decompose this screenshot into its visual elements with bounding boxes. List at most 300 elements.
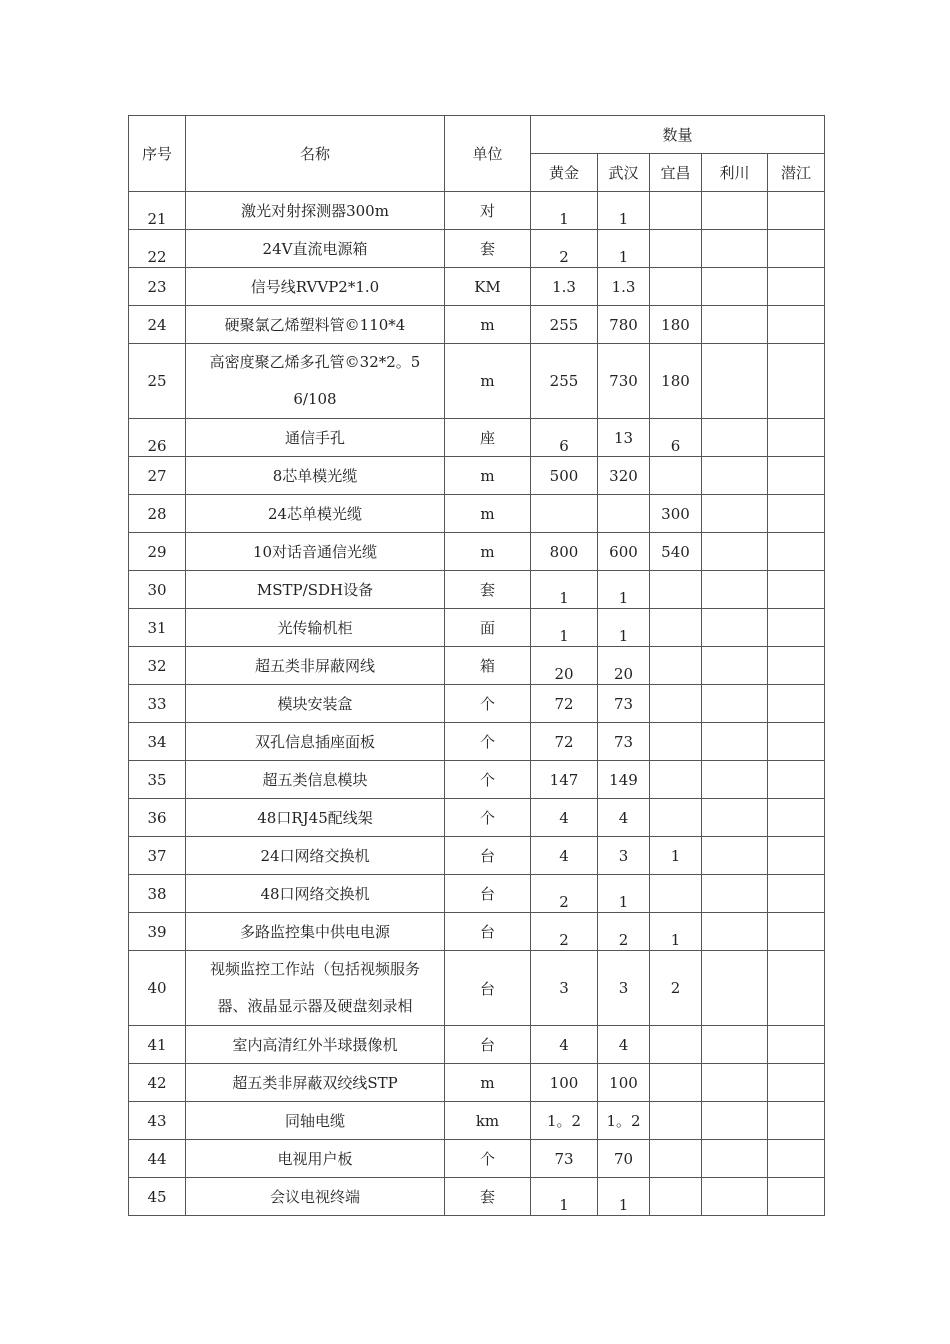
name-cell	[186, 344, 445, 419]
quantity-cell	[702, 609, 768, 647]
unit-cell	[445, 533, 531, 571]
quantity-cell	[650, 837, 702, 875]
unit-cell	[445, 799, 531, 837]
name-cell	[186, 192, 445, 230]
seq-cell-text: 36	[147, 808, 167, 827]
unit-cell	[445, 1178, 531, 1216]
quantity-cell-text: 2	[559, 930, 569, 949]
unit-cell-text: KM	[474, 277, 501, 296]
quantity-cell	[650, 1140, 702, 1178]
seq-cell-text: 35	[147, 770, 167, 789]
quantity-cell-text: 100	[549, 1073, 579, 1092]
seq-cell-text: 45	[147, 1187, 167, 1206]
unit-cell-text: 台	[479, 923, 495, 941]
quantity-cell	[702, 837, 768, 875]
seq-cell-text: 26	[147, 436, 167, 455]
seq-cell-text: 37	[147, 846, 167, 865]
quantity-cell-text: 1.3	[611, 277, 636, 296]
seq-cell-text: 40	[147, 979, 167, 997]
quantity-cell-text: 2	[670, 979, 681, 997]
quantity-cell	[768, 609, 825, 647]
quantity-cell-text: 73	[613, 732, 634, 751]
quantity-cell	[598, 1026, 650, 1064]
quantity-cell	[531, 913, 598, 951]
quantity-cell-text: 180	[661, 372, 690, 390]
equipment-table	[128, 115, 825, 1216]
quantity-cell	[768, 268, 825, 306]
quantity-cell	[598, 799, 650, 837]
unit-cell-text: 套	[479, 240, 495, 258]
quantity-cell	[768, 344, 825, 419]
quantity-cell	[702, 913, 768, 951]
quantity-cell-text: 149	[609, 770, 638, 789]
quantity-cell	[702, 495, 768, 533]
quantity-cell-text: 1	[618, 247, 629, 266]
quantity-cell	[598, 457, 650, 495]
table-row	[129, 1178, 825, 1216]
quantity-cell	[768, 457, 825, 495]
table-row	[129, 457, 825, 495]
quantity-cell-text: 600	[609, 542, 638, 561]
quantity-cell	[598, 913, 650, 951]
quantity-cell	[531, 761, 598, 799]
seq-cell	[129, 533, 186, 571]
name-line: 10对话音通信光缆	[252, 543, 378, 561]
quantity-cell	[768, 1102, 825, 1140]
quantity-cell-text: 6	[559, 436, 569, 455]
quantity-cell	[650, 723, 702, 761]
name-line: 超五类非屏蔽网线	[254, 657, 375, 675]
quantity-cell-text: 180	[661, 315, 690, 334]
quantity-cell	[598, 192, 650, 230]
name-cell	[186, 913, 445, 951]
quantity-cell-text: 4	[559, 808, 569, 827]
quantity-cell-text: 72	[554, 694, 574, 713]
header-name: 名称	[186, 116, 445, 192]
header-location: 利川	[702, 154, 768, 192]
quantity-cell	[702, 1140, 768, 1178]
unit-cell	[445, 875, 531, 913]
name-cell	[186, 268, 445, 306]
quantity-cell-text: 320	[609, 466, 638, 485]
table-row	[129, 1026, 825, 1064]
quantity-cell	[531, 457, 598, 495]
quantity-cell	[768, 306, 825, 344]
seq-cell-text: 39	[147, 922, 167, 941]
quantity-cell-text: 3	[618, 846, 629, 865]
quantity-cell	[768, 1026, 825, 1064]
name-cell	[186, 495, 445, 533]
quantity-cell	[768, 1140, 825, 1178]
quantity-cell	[650, 875, 702, 913]
seq-cell-text: 28	[147, 504, 167, 523]
name-cell	[186, 647, 445, 685]
quantity-cell	[768, 723, 825, 761]
quantity-cell-text: 1	[618, 626, 629, 645]
unit-cell-text: 套	[479, 581, 495, 599]
quantity-cell	[768, 875, 825, 913]
unit-cell	[445, 192, 531, 230]
quantity-cell	[650, 344, 702, 419]
unit-cell	[445, 951, 531, 1026]
name-line: 室内高清红外半球摄像机	[232, 1036, 398, 1054]
quantity-cell-text: 20	[554, 664, 574, 683]
quantity-cell	[650, 571, 702, 609]
unit-cell	[445, 647, 531, 685]
quantity-cell-text: 255	[549, 372, 579, 390]
quantity-cell	[598, 875, 650, 913]
quantity-cell	[702, 1026, 768, 1064]
quantity-cell-text: 1	[670, 846, 681, 865]
unit-cell-text: 台	[479, 847, 495, 865]
quantity-cell	[702, 1178, 768, 1216]
name-cell	[186, 533, 445, 571]
quantity-cell	[702, 457, 768, 495]
seq-cell	[129, 913, 186, 951]
name-cell	[186, 419, 445, 457]
table-row	[129, 1140, 825, 1178]
seq-cell	[129, 1102, 186, 1140]
quantity-cell	[531, 344, 598, 419]
quantity-cell-text: 147	[549, 770, 579, 789]
name-cell	[186, 306, 445, 344]
table-row	[129, 495, 825, 533]
quantity-cell	[702, 1102, 768, 1140]
table-row	[129, 875, 825, 913]
quantity-cell-text: 3	[618, 979, 629, 997]
table-header	[129, 116, 825, 192]
quantity-cell-text: 1	[670, 930, 681, 949]
quantity-cell	[598, 495, 650, 533]
unit-cell	[445, 268, 531, 306]
quantity-cell	[768, 230, 825, 268]
quantity-cell	[598, 344, 650, 419]
unit-cell	[445, 306, 531, 344]
name-line: 硬聚氯乙烯塑料管©110*4	[224, 316, 406, 334]
seq-cell	[129, 875, 186, 913]
name-line: 信号线RVVP2*1.0	[250, 278, 380, 296]
quantity-cell	[598, 1178, 650, 1216]
quantity-cell	[768, 647, 825, 685]
name-cell	[186, 230, 445, 268]
seq-cell-text: 25	[147, 372, 167, 390]
seq-cell	[129, 419, 186, 457]
unit-cell-text: 个	[479, 809, 495, 827]
unit-cell	[445, 837, 531, 875]
name-cell	[186, 761, 445, 799]
unit-cell	[445, 571, 531, 609]
name-line: 24口网络交换机	[260, 847, 370, 865]
seq-cell	[129, 1140, 186, 1178]
quantity-cell	[650, 1178, 702, 1216]
table-row	[129, 306, 825, 344]
name-line: MSTP/SDH设备	[256, 581, 374, 599]
table-row	[129, 533, 825, 571]
quantity-cell	[531, 192, 598, 230]
name-cell	[186, 875, 445, 913]
quantity-cell-text: 500	[549, 466, 579, 485]
table-row	[129, 230, 825, 268]
table-row	[129, 344, 825, 419]
quantity-cell	[650, 268, 702, 306]
quantity-cell	[598, 647, 650, 685]
quantity-cell	[650, 457, 702, 495]
quantity-cell	[702, 951, 768, 1026]
seq-cell	[129, 837, 186, 875]
quantity-cell	[650, 609, 702, 647]
unit-cell-text: 套	[479, 1188, 495, 1206]
quantity-cell	[702, 1064, 768, 1102]
name-cell	[186, 1102, 445, 1140]
quantity-cell	[650, 495, 702, 533]
unit-cell-text: 台	[479, 1036, 495, 1054]
seq-cell-text: 34	[147, 732, 167, 751]
name-cell	[186, 609, 445, 647]
quantity-cell-text: 730	[609, 372, 638, 390]
quantity-cell	[531, 647, 598, 685]
seq-cell	[129, 457, 186, 495]
seq-cell-text: 31	[147, 618, 167, 637]
quantity-cell-text: 72	[554, 732, 574, 751]
quantity-cell	[531, 230, 598, 268]
name-line: 模块安装盒	[277, 695, 353, 713]
unit-cell	[445, 457, 531, 495]
quantity-cell-text: 1	[618, 588, 629, 607]
quantity-cell-text: 73	[554, 1149, 574, 1168]
header-seq: 序号	[129, 116, 186, 192]
quantity-cell-text: 4	[618, 1035, 629, 1054]
table-row	[129, 419, 825, 457]
quantity-cell	[598, 723, 650, 761]
seq-cell	[129, 723, 186, 761]
unit-cell	[445, 1102, 531, 1140]
unit-cell	[445, 1026, 531, 1064]
quantity-cell-text: 100	[609, 1073, 638, 1092]
quantity-cell	[650, 1026, 702, 1064]
name-line: 激光对射探测器300m	[241, 202, 389, 220]
seq-cell	[129, 761, 186, 799]
name-line: 超五类信息模块	[262, 771, 368, 789]
unit-cell-text: m	[480, 542, 495, 561]
quantity-cell	[702, 875, 768, 913]
unit-cell-text: 个	[479, 695, 495, 713]
quantity-cell	[768, 837, 825, 875]
table-row	[129, 647, 825, 685]
table-body	[129, 192, 825, 1216]
name-line: 24芯单模光缆	[267, 505, 363, 523]
quantity-cell	[531, 1064, 598, 1102]
quantity-cell	[702, 723, 768, 761]
name-line: 8芯单模光缆	[272, 467, 358, 485]
seq-cell-text: 38	[147, 884, 167, 903]
quantity-cell-text: 70	[613, 1149, 634, 1168]
quantity-cell	[598, 268, 650, 306]
unit-cell-text: 个	[479, 733, 495, 751]
seq-cell-text: 32	[147, 656, 167, 675]
unit-cell-text: 对	[479, 202, 495, 220]
quantity-cell	[598, 306, 650, 344]
quantity-cell-text: 1	[618, 209, 629, 228]
quantity-cell	[650, 419, 702, 457]
header-location: 宜昌	[650, 154, 702, 192]
table-row	[129, 192, 825, 230]
quantity-cell	[702, 533, 768, 571]
table-row	[129, 609, 825, 647]
seq-cell	[129, 192, 186, 230]
name-cell	[186, 1064, 445, 1102]
quantity-cell	[702, 761, 768, 799]
name-cell	[186, 457, 445, 495]
quantity-cell-text: 1	[618, 1195, 629, 1214]
header-location: 潜江	[768, 154, 825, 192]
quantity-cell	[768, 419, 825, 457]
unit-cell-text: km	[475, 1111, 500, 1130]
seq-cell-text: 33	[147, 694, 167, 713]
seq-cell-text: 44	[147, 1149, 167, 1168]
quantity-cell-text: 2	[559, 247, 569, 266]
quantity-cell	[598, 685, 650, 723]
name-cell	[186, 1140, 445, 1178]
name-line: 24V直流电源箱	[262, 240, 368, 258]
quantity-cell	[650, 951, 702, 1026]
seq-cell-text: 22	[147, 247, 167, 266]
quantity-cell	[531, 419, 598, 457]
quantity-cell	[702, 571, 768, 609]
quantity-cell	[702, 344, 768, 419]
quantity-cell	[650, 913, 702, 951]
name-line: 48口网络交换机	[260, 885, 370, 903]
quantity-cell	[650, 230, 702, 268]
name-cell	[186, 1178, 445, 1216]
seq-cell-text: 43	[147, 1111, 167, 1130]
unit-cell-text: 面	[479, 619, 495, 637]
table-row	[129, 1102, 825, 1140]
unit-cell	[445, 685, 531, 723]
quantity-cell	[650, 761, 702, 799]
unit-cell-text: m	[480, 466, 495, 485]
quantity-cell-text: 1	[559, 626, 569, 645]
quantity-cell-text: 800	[549, 542, 579, 561]
unit-cell-text: m	[480, 372, 495, 390]
quantity-cell-text: 780	[609, 315, 638, 334]
name-line: 6/108	[293, 390, 337, 408]
quantity-cell	[531, 685, 598, 723]
quantity-cell-text: 1.3	[552, 277, 576, 296]
name-line: 视频监控工作站（包括视频服务	[209, 960, 420, 978]
quantity-cell	[531, 268, 598, 306]
quantity-cell-text: 1	[618, 892, 629, 911]
quantity-cell	[598, 419, 650, 457]
unit-cell-text: 台	[479, 885, 495, 903]
table-row	[129, 685, 825, 723]
unit-cell	[445, 913, 531, 951]
quantity-cell-text: 255	[549, 315, 579, 334]
quantity-cell	[531, 1178, 598, 1216]
seq-cell-text: 42	[147, 1073, 167, 1092]
quantity-cell-text: 13	[613, 428, 634, 447]
quantity-cell	[531, 799, 598, 837]
quantity-cell	[598, 837, 650, 875]
quantity-cell	[531, 533, 598, 571]
table-row	[129, 913, 825, 951]
name-line: 会议电视终端	[269, 1188, 360, 1206]
table-row	[129, 951, 825, 1026]
table-row	[129, 799, 825, 837]
quantity-cell	[768, 799, 825, 837]
unit-cell	[445, 723, 531, 761]
quantity-cell-text: 73	[613, 694, 634, 713]
quantity-cell	[768, 761, 825, 799]
quantity-cell	[598, 609, 650, 647]
unit-cell-text: 箱	[479, 657, 495, 675]
quantity-cell	[702, 230, 768, 268]
quantity-cell	[650, 533, 702, 571]
seq-cell-text: 27	[147, 466, 167, 485]
name-line: 通信手孔	[284, 429, 345, 447]
quantity-cell	[531, 1102, 598, 1140]
name-cell	[186, 951, 445, 1026]
seq-cell	[129, 1026, 186, 1064]
seq-cell-text: 30	[147, 580, 167, 599]
quantity-cell	[702, 268, 768, 306]
seq-cell	[129, 230, 186, 268]
quantity-cell-text: 20	[613, 664, 634, 683]
quantity-cell	[768, 913, 825, 951]
quantity-cell	[531, 723, 598, 761]
quantity-cell-text: 4	[559, 1035, 569, 1054]
quantity-cell	[768, 685, 825, 723]
seq-cell	[129, 495, 186, 533]
seq-cell-text: 21	[147, 209, 167, 228]
table-row	[129, 1064, 825, 1102]
unit-cell-text: 个	[479, 1150, 495, 1168]
quantity-cell	[531, 1026, 598, 1064]
seq-cell	[129, 799, 186, 837]
quantity-cell	[598, 1064, 650, 1102]
unit-cell	[445, 761, 531, 799]
quantity-cell	[768, 1178, 825, 1216]
quantity-cell	[531, 1140, 598, 1178]
table-row	[129, 761, 825, 799]
quantity-cell-text: 2	[559, 892, 569, 911]
seq-cell-text: 24	[147, 315, 167, 334]
name-line: 超五类非屏蔽双绞线STP	[232, 1074, 398, 1092]
name-cell	[186, 837, 445, 875]
seq-cell	[129, 685, 186, 723]
unit-cell	[445, 344, 531, 419]
quantity-cell-text: 2	[618, 930, 629, 949]
quantity-cell-text: 1	[559, 588, 569, 607]
quantity-cell-text: 6	[670, 436, 681, 455]
table-row	[129, 837, 825, 875]
quantity-cell-text: 3	[559, 979, 569, 997]
header-location: 武汉	[598, 154, 650, 192]
quantity-cell-text: 1	[559, 209, 569, 228]
quantity-cell	[531, 875, 598, 913]
quantity-cell	[598, 571, 650, 609]
name-cell	[186, 1026, 445, 1064]
quantity-cell	[702, 799, 768, 837]
unit-cell	[445, 609, 531, 647]
unit-cell-text: 座	[479, 429, 495, 447]
seq-cell	[129, 647, 186, 685]
quantity-cell-text: 300	[661, 504, 690, 523]
quantity-cell	[531, 951, 598, 1026]
quantity-cell	[531, 837, 598, 875]
unit-cell-text: m	[480, 315, 495, 334]
unit-cell-text: 台	[479, 979, 495, 998]
quantity-cell	[702, 419, 768, 457]
